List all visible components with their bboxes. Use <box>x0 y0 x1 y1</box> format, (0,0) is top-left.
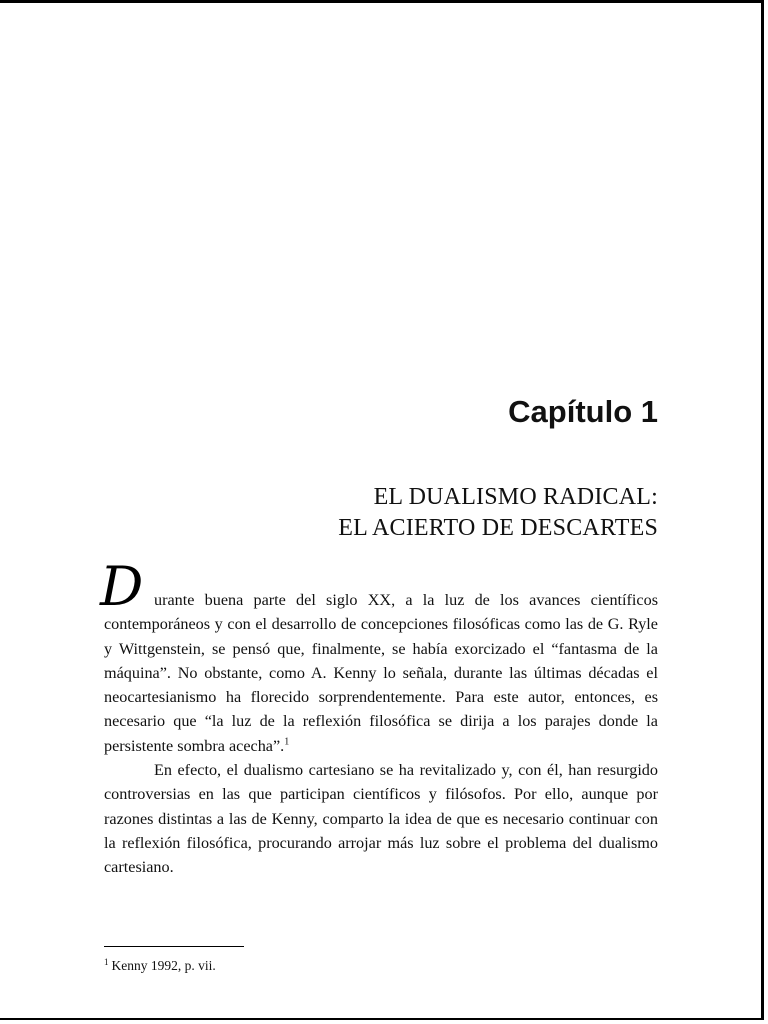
footnote-separator <box>104 946 244 947</box>
drop-cap: D <box>100 555 144 618</box>
paragraph <box>104 758 658 879</box>
footnote-reference[interactable]: 1 <box>284 736 290 748</box>
paragraph-text: urante buena parte del siglo XX, a la luz de los avances científicos contemporáneos y con el desarrollo de concepciones filosóficas como las de G. Ryle y Wittgenstein, se pensó que, finalmente, se había exorcizado el “fantasma de la máquina”. No obstante, como A. Kenny lo señala, durante las últimas décadas el neocartesianismo ha florecido sorprendentemente. Para este autor, entonces, es necesario que “la luz de la reflexión filosófica se dirija a los parajes donde la persistente sombra acecha”. <box>104 591 658 755</box>
chapter-title <box>338 482 658 544</box>
body-text <box>104 588 658 880</box>
chapter-title-line-2: EL ACIERTO DE DESCARTES <box>338 515 658 541</box>
chapter-title-line-1: EL DUALISMO RADICAL: <box>373 484 658 510</box>
paragraph <box>104 588 658 758</box>
footnote-mark: 1 <box>104 956 109 967</box>
footnote-text: Kenny 1992, p. vii. <box>111 958 216 973</box>
paragraph-text: En efecto, el dualismo cartesiano se ha revitalizado y, con él, han resurgido controversias en las que participan científicos y filósofos. Por ello, aunque por razones distintas a las de Kenny, comparto la idea de que es necesario continuar con la reflexión filosófica, procurando arrojar más luz sobre el problema del dualismo cartesiano. <box>104 761 658 877</box>
footnote <box>104 958 216 974</box>
chapter-heading: Capítulo 1 <box>508 394 658 429</box>
